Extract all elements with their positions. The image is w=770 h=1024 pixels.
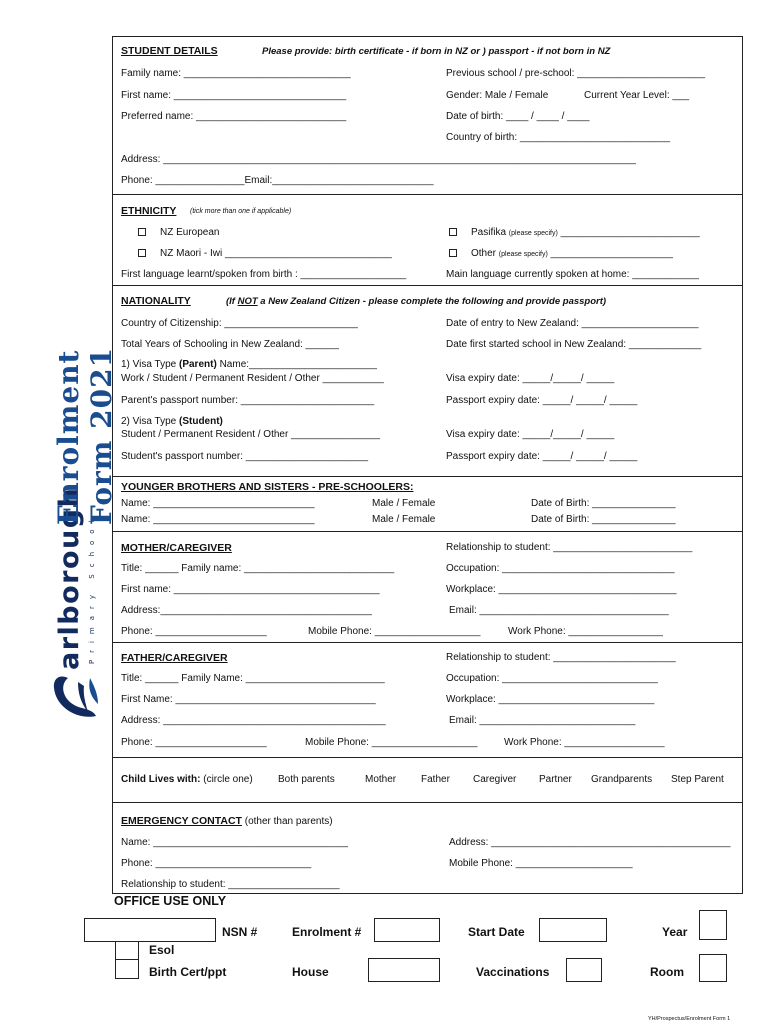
preferred-name-field[interactable]: Preferred name: ___________________________: [121, 111, 347, 122]
year-level-field[interactable]: Current Year Level: ___: [584, 90, 690, 101]
other-ethnicity-option[interactable]: [449, 248, 673, 259]
student-visa-type-field[interactable]: Student / Permanent Resident / Other ________________: [121, 429, 381, 440]
pasifika-note: (please specify): [508, 230, 558, 237]
emergency-heading: EMERGENCY CONTACT: [121, 815, 242, 827]
nz-european-option[interactable]: [138, 227, 219, 238]
visa-name-line[interactable]: Name:_______________________: [216, 359, 377, 370]
checkbox-icon[interactable]: [449, 228, 457, 236]
mother-heading: MOTHER/CAREGIVER: [121, 542, 232, 554]
vaccinations-box[interactable]: [566, 958, 602, 982]
father-workplace-field[interactable]: Workplace: ____________________________: [446, 694, 655, 705]
school-subtitle: Primary School: [88, 513, 96, 664]
divider: [112, 285, 743, 286]
student-passport-field[interactable]: Student's passport number: ______________________: [121, 451, 369, 462]
year-label: Year: [662, 925, 688, 939]
nz-maori-label: NZ Maori - Iwi ______________________________: [160, 248, 392, 259]
side-branding: [40, 280, 118, 730]
student-address-field[interactable]: Address: _____________________________________________________________________________________: [121, 154, 636, 165]
student-phone-email-field[interactable]: Phone: ________________Email:_____________________________: [121, 175, 434, 186]
emergency-heading-row: [121, 815, 333, 827]
emergency-address-field[interactable]: Address: ___________________________________________: [449, 837, 731, 848]
school-name: arlborough: [54, 486, 85, 670]
other-note: (please specify): [498, 251, 548, 258]
sibling-dob-field[interactable]: Date of Birth: _______________: [531, 498, 676, 509]
gender-field[interactable]: Gender: Male / Female: [446, 90, 549, 101]
lives-with-row: [121, 774, 253, 785]
lives-with-option[interactable]: Mother: [365, 774, 397, 785]
mother-first-name-field[interactable]: First name: _____________________________________: [121, 584, 380, 595]
sibling-name-field[interactable]: Name: _____________________________: [121, 514, 315, 525]
enrolment-label: Enrolment #: [292, 925, 362, 939]
house-box[interactable]: [368, 958, 440, 982]
birth-cert-label: Birth Cert/ppt: [149, 965, 227, 979]
student-visa-label: [121, 416, 223, 427]
vaccinations-label: Vaccinations: [476, 965, 550, 979]
father-title-name-field[interactable]: Title: ______ Family Name: _________________________: [121, 673, 385, 684]
lives-with-option[interactable]: Partner: [539, 774, 572, 785]
pasifika-line[interactable]: _________________________: [560, 227, 700, 238]
lives-with-option[interactable]: Grandparents: [591, 774, 653, 785]
mother-title-name-field[interactable]: Title: ______ Family name: ___________________________: [121, 563, 395, 574]
nz-european-label: NZ European: [160, 227, 220, 238]
mother-email-field[interactable]: Email: __________________________________: [449, 605, 669, 616]
checkbox-icon[interactable]: [138, 249, 146, 257]
father-occupation-field[interactable]: Occupation: ____________________________: [446, 673, 658, 684]
siblings-heading: YOUNGER BROTHERS AND SISTERS - PRE-SCHOOLERS:: [121, 481, 414, 493]
other-label: Other: [471, 248, 497, 259]
student-passport-expiry-field[interactable]: Passport expiry date: _____/ _____/ _____: [446, 451, 638, 462]
first-school-date-field[interactable]: Date first started school in New Zealand: _____________: [446, 339, 702, 350]
start-date-box[interactable]: [539, 918, 607, 942]
father-mobile-field[interactable]: Mobile Phone: ___________________: [305, 737, 478, 748]
ethnicity-heading: ETHNICITY: [121, 205, 177, 217]
previous-school-field[interactable]: Previous school / pre-school: _______________________: [446, 68, 706, 79]
lives-with-option[interactable]: Caregiver: [473, 774, 517, 785]
divider: [112, 476, 743, 477]
student-first-name-field[interactable]: First name: _______________________________: [121, 90, 347, 101]
mother-workplace-field[interactable]: Workplace: ________________________________: [446, 584, 677, 595]
father-relationship-field[interactable]: Relationship to student: ______________________: [446, 652, 676, 663]
father-phone-field[interactable]: Phone: ____________________: [121, 737, 267, 748]
note-part: a New Zealand Citizen - please complete the following and provide passport): [257, 296, 607, 307]
father-work-phone-field[interactable]: Work Phone: __________________: [504, 737, 665, 748]
schooling-years-field[interactable]: Total Years of Schooling in New Zealand: ______: [121, 339, 339, 350]
mother-address-field[interactable]: Address:______________________________________: [121, 605, 372, 616]
mother-phone-field[interactable]: Phone: ____________________: [121, 626, 267, 637]
mother-mobile-field[interactable]: Mobile Phone: ___________________: [308, 626, 481, 637]
pasifika-label: Pasifika: [471, 227, 507, 238]
sibling-dob-field[interactable]: Date of Birth: _______________: [531, 514, 676, 525]
date-of-birth-field[interactable]: Date of birth: ____ / ____ / ____: [446, 111, 590, 122]
father-address-field[interactable]: Address: ________________________________________: [121, 715, 386, 726]
emergency-note: (other than parents): [244, 816, 333, 827]
pasifika-option[interactable]: [449, 227, 700, 238]
esol-checkbox[interactable]: [115, 941, 139, 961]
father-heading: FATHER/CAREGIVER: [121, 652, 228, 664]
enrolment-box[interactable]: [374, 918, 440, 942]
room-label: Room: [650, 965, 684, 979]
visa-student-label: (Student): [179, 416, 223, 427]
lives-with-label: Child Lives with:: [121, 774, 201, 785]
emergency-phone-field[interactable]: Phone: ____________________________: [121, 858, 312, 869]
nsn-label: NSN #: [222, 925, 258, 939]
mother-occupation-field[interactable]: Occupation: _______________________________: [446, 563, 675, 574]
documents-note: Please provide: birth certificate - if born in NZ or ) passport - if not born in NZ: [262, 46, 611, 57]
sibling-sex-field[interactable]: Male / Female: [372, 514, 436, 525]
father-first-name-field[interactable]: First Name: ____________________________________: [121, 694, 376, 705]
room-box[interactable]: [699, 954, 727, 982]
citizenship-field[interactable]: Country of Citizenship: ________________________: [121, 318, 358, 329]
divider: [112, 531, 743, 532]
other-line[interactable]: ______________________: [550, 248, 673, 259]
esol-label: Esol: [149, 943, 175, 957]
visa-label: 2) Visa Type: [121, 416, 179, 427]
sibling-sex-field[interactable]: Male / Female: [372, 498, 436, 509]
checkbox-icon[interactable]: [138, 228, 146, 236]
student-visa-expiry-field[interactable]: Visa expiry date: _____/_____/ _____: [446, 429, 615, 440]
divider: [112, 642, 743, 643]
student-family-name-field[interactable]: Family name: ______________________________: [121, 68, 351, 79]
ethnicity-note: (tick more than one if applicable): [190, 208, 292, 215]
nationality-heading: NATIONALITY: [121, 295, 191, 307]
visa-parent-label: (Parent): [179, 359, 217, 370]
emergency-relationship-field[interactable]: Relationship to student: ____________________: [121, 879, 340, 890]
footer-reference: YH/Prospectus/Enrolment Form 1: [648, 1016, 731, 1022]
school-logo-icon: [48, 672, 104, 722]
nationality-note: [226, 296, 606, 307]
divider: [112, 802, 743, 803]
birth-cert-checkbox[interactable]: [115, 959, 139, 979]
office-id-box[interactable]: [84, 918, 216, 942]
start-date-label: Start Date: [468, 925, 525, 939]
mother-relationship-field[interactable]: Relationship to student: _________________________: [446, 542, 693, 553]
mother-work-phone-field[interactable]: Work Phone: _________________: [508, 626, 663, 637]
parent-visa-type-field[interactable]: Work / Student / Permanent Resident / Other ___________: [121, 373, 384, 384]
divider: [112, 194, 743, 195]
first-language-field[interactable]: First language learnt/spoken from birth : ___________________: [121, 269, 407, 280]
parent-visa-name-field[interactable]: [121, 359, 377, 370]
parent-passport-expiry-field[interactable]: Passport expiry date: _____/ _____/ _____: [446, 395, 638, 406]
lives-with-option[interactable]: Step Parent: [671, 774, 724, 785]
checkbox-icon[interactable]: [449, 249, 457, 257]
main-language-field[interactable]: Main language currently spoken at home: ____________: [446, 269, 699, 280]
entry-date-field[interactable]: Date of entry to New Zealand: _____________________: [446, 318, 699, 329]
lives-with-hint: (circle one): [203, 774, 253, 785]
parent-visa-expiry-field[interactable]: Visa expiry date: _____/_____/ _____: [446, 373, 615, 384]
visa-label: 1) Visa Type: [121, 359, 179, 370]
house-label: House: [292, 965, 329, 979]
lives-with-option[interactable]: Both parents: [278, 774, 335, 785]
lives-with-option[interactable]: Father: [421, 774, 450, 785]
emergency-name-field[interactable]: Name: ___________________________________: [121, 837, 348, 848]
student-details-heading: STUDENT DETAILS: [121, 45, 218, 57]
form-title: Enrolment Form 2021: [52, 346, 118, 525]
parent-passport-field[interactable]: Parent's passport number: ________________________: [121, 395, 375, 406]
note-part: (If: [226, 296, 238, 307]
nz-maori-option[interactable]: [138, 248, 392, 259]
father-email-field[interactable]: Email: ____________________________: [449, 715, 636, 726]
divider: [112, 757, 743, 758]
note-not: NOT: [237, 296, 258, 307]
country-of-birth-field[interactable]: Country of birth: ___________________________: [446, 132, 671, 143]
office-use-heading: OFFICE USE ONLY: [114, 894, 227, 908]
sibling-name-field[interactable]: Name: _____________________________: [121, 498, 315, 509]
emergency-mobile-field[interactable]: Mobile Phone: _____________________: [449, 858, 633, 869]
year-box[interactable]: [699, 910, 727, 940]
